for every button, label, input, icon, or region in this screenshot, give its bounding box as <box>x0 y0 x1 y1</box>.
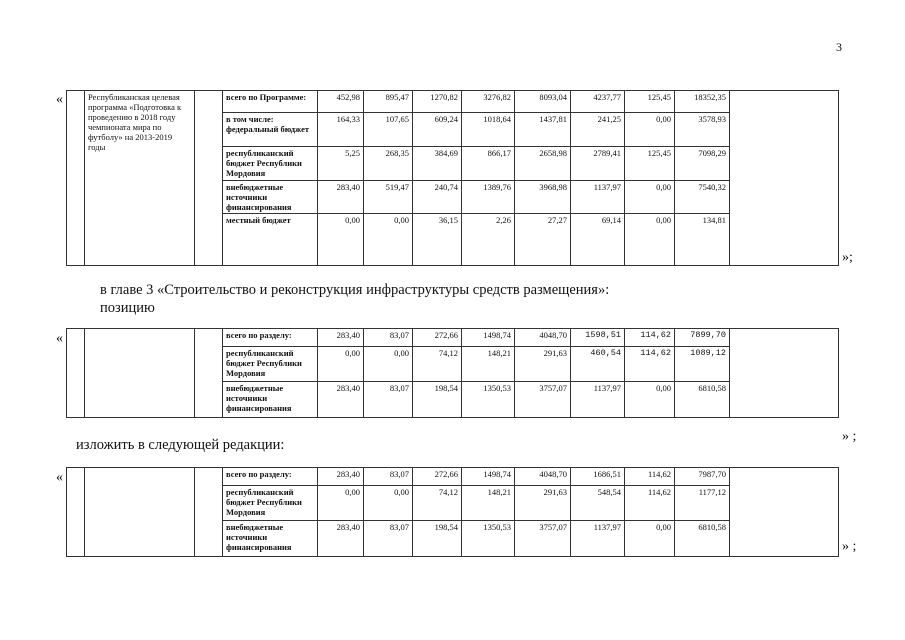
value-cell: 114,62 <box>625 468 675 486</box>
value-cell: 240,74 <box>413 180 462 214</box>
value-cell: 1350,53 <box>462 381 515 417</box>
value-cell: 3578,93 <box>675 113 730 147</box>
value-cell: 0,00 <box>625 214 675 266</box>
value-cell: 125,45 <box>625 146 675 180</box>
value-cell: 83,07 <box>364 329 413 347</box>
empty-cell <box>730 329 839 418</box>
value-cell: 74,12 <box>413 485 462 520</box>
value-cell: 2789,41 <box>571 146 625 180</box>
value-cell: 609,24 <box>413 113 462 147</box>
row-label: всего по Программе: <box>223 91 318 113</box>
empty-cell <box>85 329 195 418</box>
value-cell: 4048,70 <box>515 329 571 347</box>
value-cell: 0,00 <box>364 214 413 266</box>
empty-cell <box>195 329 223 418</box>
value-cell: 198,54 <box>413 381 462 417</box>
paragraph-chapter3-line2: позицию <box>100 300 155 316</box>
empty-cell <box>67 91 85 266</box>
table3-open-quote: « <box>56 470 63 485</box>
value-cell: 0,00 <box>364 346 413 381</box>
value-cell: 69,14 <box>571 214 625 266</box>
value-cell: 148,21 <box>462 346 515 381</box>
value-cell: 1350,53 <box>462 520 515 556</box>
row-label: внебюджетные источники финансирования <box>223 520 318 556</box>
value-cell: 0,00 <box>318 485 364 520</box>
value-cell: 114,62 <box>625 329 675 347</box>
value-cell: 36,15 <box>413 214 462 266</box>
value-cell: 1389,76 <box>462 180 515 214</box>
value-cell: 1437,81 <box>515 113 571 147</box>
value-cell: 7098,29 <box>675 146 730 180</box>
value-cell: 548,54 <box>571 485 625 520</box>
value-cell: 895,47 <box>364 91 413 113</box>
value-cell: 2658,98 <box>515 146 571 180</box>
value-cell: 0,00 <box>318 346 364 381</box>
program-name: Республиканская целевая программа «Подготовка к проведению в 2018 году чемпионата мира по футболу» на 2013-2019 годы <box>85 91 195 266</box>
value-cell: 452,98 <box>318 91 364 113</box>
paragraph-replace: изложить в следующей редакции: <box>76 437 285 453</box>
empty-cell <box>67 468 85 557</box>
value-cell: 3968,98 <box>515 180 571 214</box>
value-cell: 0,00 <box>625 381 675 417</box>
value-cell: 1137,97 <box>571 180 625 214</box>
value-cell: 3276,82 <box>462 91 515 113</box>
value-cell: 0,00 <box>318 214 364 266</box>
value-cell: 114,62 <box>625 485 675 520</box>
value-cell: 291,63 <box>515 346 571 381</box>
row-label: всего по разделу: <box>223 468 318 486</box>
value-cell: 0,00 <box>625 520 675 556</box>
row-label: республиканский бюджет Республики Мордовия <box>223 146 318 180</box>
value-cell: 268,35 <box>364 146 413 180</box>
row-label: республиканский бюджет Республики Мордовия <box>223 346 318 381</box>
value-cell: 283,40 <box>318 468 364 486</box>
value-cell: 283,40 <box>318 520 364 556</box>
row-label: всего по разделу: <box>223 329 318 347</box>
value-cell: 1018,64 <box>462 113 515 147</box>
value-cell: 0,00 <box>625 113 675 147</box>
empty-cell <box>67 329 85 418</box>
table3-closing: » ; <box>842 539 857 554</box>
value-cell: 1137,97 <box>571 381 625 417</box>
value-cell: 460,54 <box>571 346 625 381</box>
table2-open-quote: « <box>56 331 63 346</box>
value-cell: 1270,82 <box>413 91 462 113</box>
empty-cell <box>195 468 223 557</box>
value-cell: 1498,74 <box>462 468 515 486</box>
empty-cell <box>85 468 195 557</box>
row-label: республиканский бюджет Республики Мордовия <box>223 485 318 520</box>
value-cell: 6810,58 <box>675 520 730 556</box>
value-cell: 7899,70 <box>675 329 730 347</box>
row-label: внебюджетные источники финансирования <box>223 381 318 417</box>
value-cell: 1598,51 <box>571 329 625 347</box>
section-funding-table-old <box>66 328 839 418</box>
value-cell: 74,12 <box>413 346 462 381</box>
value-cell: 6810,58 <box>675 381 730 417</box>
program-funding-table <box>66 90 839 266</box>
value-cell: 27,27 <box>515 214 571 266</box>
value-cell: 7540,32 <box>675 180 730 214</box>
row-label: в том числе: федеральный бюджет <box>223 113 318 147</box>
table-row <box>67 468 839 486</box>
value-cell: 1089,12 <box>675 346 730 381</box>
value-cell: 107,65 <box>364 113 413 147</box>
value-cell: 125,45 <box>625 91 675 113</box>
value-cell: 283,40 <box>318 329 364 347</box>
value-cell: 1137,97 <box>571 520 625 556</box>
value-cell: 272,66 <box>413 329 462 347</box>
value-cell: 134,81 <box>675 214 730 266</box>
value-cell: 3757,07 <box>515 520 571 556</box>
paragraph-chapter3-line1: в главе 3 «Строительство и реконструкция инфраструктуры средств размещения»: <box>100 282 610 298</box>
value-cell: 164,33 <box>318 113 364 147</box>
value-cell: 148,21 <box>462 485 515 520</box>
value-cell: 5,25 <box>318 146 364 180</box>
empty-cell <box>730 91 839 266</box>
table1-open-quote: « <box>56 92 63 107</box>
page-number: 3 <box>836 40 842 54</box>
value-cell: 272,66 <box>413 468 462 486</box>
value-cell: 0,00 <box>364 485 413 520</box>
value-cell: 83,07 <box>364 468 413 486</box>
value-cell: 198,54 <box>413 520 462 556</box>
value-cell: 0,00 <box>625 180 675 214</box>
section-funding-table-new <box>66 467 839 557</box>
value-cell: 283,40 <box>318 381 364 417</box>
table1-closing: »; <box>842 250 853 265</box>
value-cell: 519,47 <box>364 180 413 214</box>
value-cell: 83,07 <box>364 520 413 556</box>
row-label: местный бюджет <box>223 214 318 266</box>
value-cell: 1498,74 <box>462 329 515 347</box>
value-cell: 283,40 <box>318 180 364 214</box>
value-cell: 4048,70 <box>515 468 571 486</box>
value-cell: 18352,35 <box>675 91 730 113</box>
value-cell: 241,25 <box>571 113 625 147</box>
row-label: внебюджетные источники финансирования <box>223 180 318 214</box>
value-cell: 114,62 <box>625 346 675 381</box>
value-cell: 7987,70 <box>675 468 730 486</box>
value-cell: 291,63 <box>515 485 571 520</box>
value-cell: 384,69 <box>413 146 462 180</box>
value-cell: 866,17 <box>462 146 515 180</box>
empty-cell <box>730 468 839 557</box>
value-cell: 8093,04 <box>515 91 571 113</box>
value-cell: 1686,51 <box>571 468 625 486</box>
table-row <box>67 91 839 113</box>
empty-cell <box>195 91 223 266</box>
value-cell: 2,26 <box>462 214 515 266</box>
table-row <box>67 329 839 347</box>
value-cell: 1177,12 <box>675 485 730 520</box>
value-cell: 83,07 <box>364 381 413 417</box>
value-cell: 4237,77 <box>571 91 625 113</box>
value-cell: 3757,07 <box>515 381 571 417</box>
table2-closing: » ; <box>842 429 857 444</box>
